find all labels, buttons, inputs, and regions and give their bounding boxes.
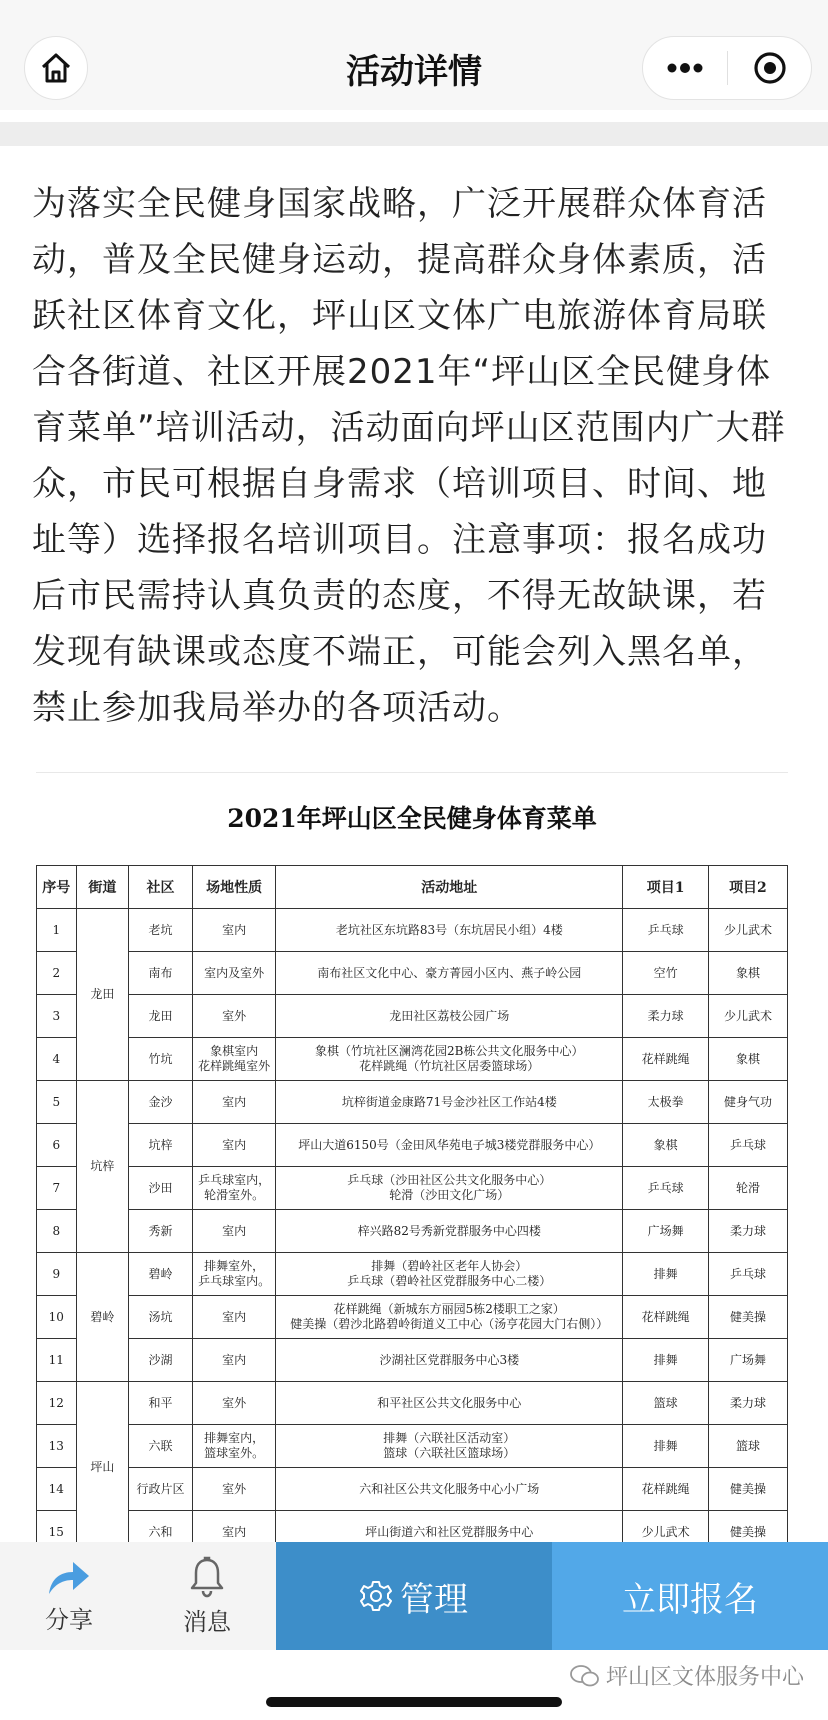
cell-project-2: 柔力球 [708,1382,787,1425]
cell-index: 1 [37,909,77,952]
watermark-text: 坪山区文体服务中心 [605,1665,804,1690]
cell-project-1: 柔力球 [623,995,709,1038]
cell-index: 15 [37,1511,77,1544]
header-cell: 场地性质 [192,866,275,909]
share-arrow-icon [47,1558,91,1596]
cell-venue-type: 室内及室外 [192,952,275,995]
cell-venue-type: 室外 [192,995,275,1038]
message-button[interactable] [138,1542,276,1650]
cell-address: 象棋（竹坑社区澜湾花园2B栋公共文化服务中心） 花样跳绳（竹坑社区居委篮球场） [276,1038,623,1081]
cell-project-2: 柔力球 [708,1210,787,1253]
cell-address: 排舞（碧岭社区老年人协会） 乒乓球（碧岭社区党群服务中心二楼） [276,1253,623,1296]
cell-street: 坑梓 [76,1081,129,1253]
table-row [37,1038,788,1081]
header-cell: 街道 [76,866,129,909]
cell-venue-type: 象棋室内 花样跳绳室外 [192,1038,275,1081]
cell-community: 沙湖 [129,1339,193,1382]
header-cell: 项目2 [708,866,787,909]
close-button[interactable] [728,37,812,99]
cell-project-2: 少儿武术 [708,995,787,1038]
table-row [37,1468,788,1511]
cell-community: 汤坑 [129,1296,193,1339]
cell-index: 4 [37,1038,77,1081]
cell-community: 和平 [129,1382,193,1425]
cell-address: 坪山大道6150号（金田风华苑电子城3楼党群服务中心） [276,1124,623,1167]
cell-project-1: 排舞 [623,1339,709,1382]
cell-index: 2 [37,952,77,995]
cell-venue-type: 排舞室外， 乒乓球室内。 [192,1253,275,1296]
table-row [37,1253,788,1296]
cell-street: 龙田 [76,909,129,1081]
cell-community: 沙田 [129,1167,193,1210]
cell-community: 老坑 [129,909,193,952]
table-row [37,1210,788,1253]
cell-project-1: 花样跳绳 [623,1468,709,1511]
wechat-icon [570,1664,600,1688]
cell-address: 乒乓球（沙田社区公共文化服务中心） 轮滑（沙田文化广场） [276,1167,623,1210]
cell-index: 14 [37,1468,77,1511]
table-row [37,909,788,952]
cell-address: 坪山街道六和社区党群服务中心 [276,1511,623,1544]
cell-address: 排舞（六联社区活动室） 篮球（六联社区篮球场） [276,1425,623,1468]
cell-community: 六和 [129,1511,193,1544]
manage-label: 管理 [400,1579,468,1620]
watermark [570,1660,804,1691]
table-row [37,1425,788,1468]
cell-index: 8 [37,1210,77,1253]
share-button[interactable] [0,1542,138,1650]
cell-community: 金沙 [129,1081,193,1124]
cell-venue-type: 室内 [192,1296,275,1339]
cell-index: 5 [37,1081,77,1124]
cell-venue-type: 室内 [192,1511,275,1544]
cell-venue-type: 室外 [192,1468,275,1511]
table-row [37,1124,788,1167]
cell-community: 行政片区 [129,1468,193,1511]
cell-venue-type: 室内 [192,1081,275,1124]
cell-venue-type: 排舞室内， 篮球室外。 [192,1425,275,1468]
cell-project-2: 健美操 [708,1296,787,1339]
intro-text: 为落实全民健身国家战略，广泛开展群众体育活动，普及全民健身运动，提高群众身体素质，活跃社区体育文化，坪山区文体广电旅游体育局联合各街道、社区开展2021年“坪山区全民健身体育菜单”培训活动，活动面向坪山区范围内广大群众，市民可根据自身需求（培训项目、时间、地址等）选择报名培训项目。注意事项：报名成功后市民需持认真负责的态度，不得无故缺课，若发现有缺课或态度不端正，可能会列入黑名单，禁止参加我局举办的各项活动。 [32,184,786,728]
cell-street: 碧岭 [76,1253,129,1382]
table-row [37,1511,788,1544]
cell-community: 南布 [129,952,193,995]
cell-project-1: 乒乓球 [623,1167,709,1210]
footer-area [0,1650,828,1720]
cell-project-2: 象棋 [708,952,787,995]
cell-project-1: 少儿武术 [623,1511,709,1544]
cell-address: 坑梓街道金康路71号金沙社区工作站4楼 [276,1081,623,1124]
table-row [37,1382,788,1425]
cell-venue-type: 室内 [192,1210,275,1253]
table-row [37,995,788,1038]
header-cell: 序号 [37,866,77,909]
bell-icon [187,1556,227,1598]
table-row [37,1296,788,1339]
cell-community: 碧岭 [129,1253,193,1296]
cell-address: 和平社区公共文化服务中心 [276,1382,623,1425]
home-indicator[interactable] [266,1697,562,1707]
cell-community: 坑梓 [129,1124,193,1167]
cell-project-1: 花样跳绳 [623,1038,709,1081]
cell-address: 南布社区文化中心、豪方菁园小区内、燕子岭公园 [276,952,623,995]
more-button[interactable] [643,37,727,99]
cell-project-2: 健身气功 [708,1081,787,1124]
mini-program-capsule [642,36,812,100]
cell-address: 龙田社区荔枝公园广场 [276,995,623,1038]
cell-project-2: 乒乓球 [708,1124,787,1167]
header-cell: 社区 [129,866,193,909]
cell-project-2: 轮滑 [708,1167,787,1210]
cell-project-1: 排舞 [623,1425,709,1468]
cell-project-2: 健美操 [708,1468,787,1511]
cell-address: 花样跳绳（新城东方丽园5栋2楼职工之家） 健美操（碧沙北路碧岭街道义工中心（汤亨花园大门右侧）） [276,1296,623,1339]
cell-address: 老坑社区东坑路83号（东坑居民小组）4楼 [276,909,623,952]
cell-project-2: 健美操 [708,1511,787,1544]
nav-bar [0,0,828,110]
cell-project-1: 乒乓球 [623,909,709,952]
cell-community: 六联 [129,1425,193,1468]
section-divider [0,122,828,146]
cell-index: 10 [37,1296,77,1339]
cell-venue-type: 室内 [192,1339,275,1382]
cell-address: 六和社区公共文化服务中心小广场 [276,1468,623,1511]
cell-project-2: 乒乓球 [708,1253,787,1296]
bottom-action-bar [0,1542,828,1650]
cell-venue-type: 室外 [192,1382,275,1425]
cell-project-1: 广场舞 [623,1210,709,1253]
table-row [37,952,788,995]
cell-index: 9 [37,1253,77,1296]
cell-project-2: 篮球 [708,1425,787,1468]
signup-label: 立即报名 [622,1579,758,1620]
menu-table [36,865,788,1543]
cell-community: 竹坑 [129,1038,193,1081]
share-label: 分享 [45,1605,93,1634]
table-row [37,1167,788,1210]
gear-icon [360,1580,392,1612]
cell-community: 秀新 [129,1210,193,1253]
cell-street: 坪山 [76,1382,129,1544]
cell-index: 6 [37,1124,77,1167]
cell-index: 3 [37,995,77,1038]
cell-venue-type: 乒乓球室内， 轮滑室外。 [192,1167,275,1210]
cell-project-1: 空竹 [623,952,709,995]
cell-venue-type: 室内 [192,1124,275,1167]
cell-index: 7 [37,1167,77,1210]
cell-venue-type: 室内 [192,909,275,952]
header-cell: 活动地址 [276,866,623,909]
cell-index: 11 [37,1339,77,1382]
header-cell: 项目1 [623,866,709,909]
cell-address: 沙湖社区党群服务中心3楼 [276,1339,623,1382]
signup-button[interactable] [552,1542,828,1650]
cell-community: 龙田 [129,995,193,1038]
more-dots-icon [667,63,703,73]
cell-project-1: 花样跳绳 [623,1296,709,1339]
cell-project-1: 太极拳 [623,1081,709,1124]
cell-project-1: 排舞 [623,1253,709,1296]
table-row [37,1339,788,1382]
cell-project-2: 少儿武术 [708,909,787,952]
cell-index: 13 [37,1425,77,1468]
message-label: 消息 [183,1607,231,1636]
page-title: 活动详情 [346,52,482,92]
cell-project-2: 象棋 [708,1038,787,1081]
cell-project-2: 广场舞 [708,1339,787,1382]
target-circle-icon [753,51,787,85]
cell-address: 梓兴路82号秀新党群服务中心四楼 [276,1210,623,1253]
table-header-row [37,866,788,909]
cell-project-1: 篮球 [623,1382,709,1425]
manage-button[interactable] [276,1542,552,1650]
menu-table-image [36,772,788,1543]
cell-index: 12 [37,1382,77,1425]
table-title: 2021年坪山区全民健身体育菜单 [227,804,597,833]
table-row [37,1081,788,1124]
cell-project-1: 象棋 [623,1124,709,1167]
